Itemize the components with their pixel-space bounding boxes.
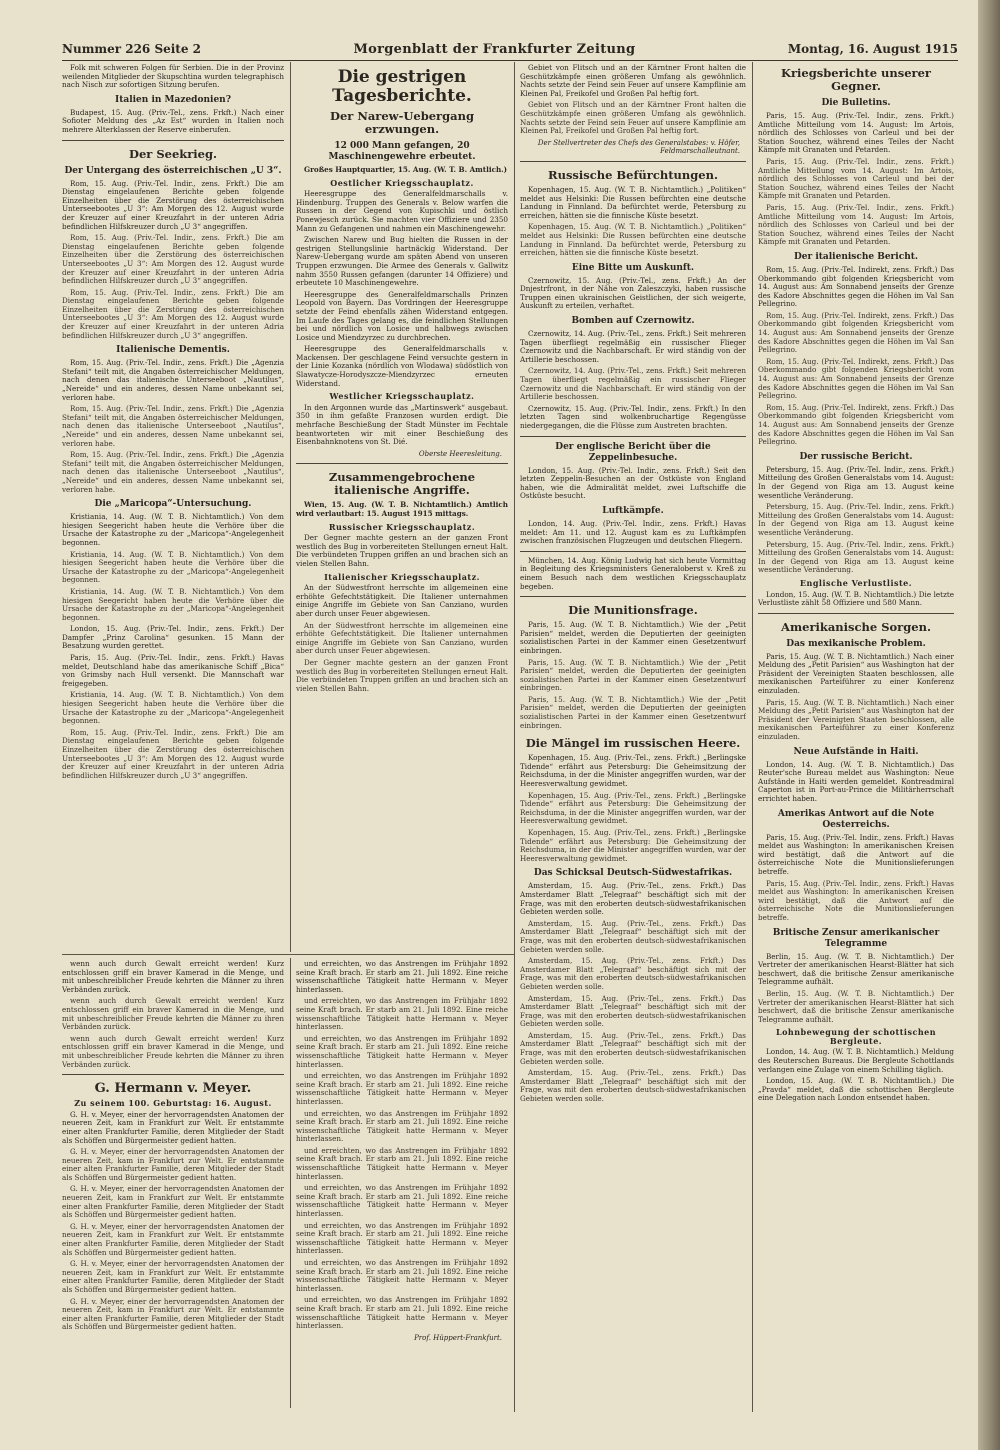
article-text: wenn auch durch Gewalt erreicht werden! Kurz entschlossen griff ein braver Kamerad in die Menge, und mit unbeschreiblicher Freude kehrten die Männer zu ihren Verbänden zurück. [62,960,284,994]
headline-mexikanisches-problem: Das mexikanische Problem. [786,638,926,649]
article-text: München, 14. Aug. König Ludwig hat sich heute Vormittag in Begleitung des Kriegsministers Generaloberst v. Kreß zu einem Besuch nach dem westlichen Kriegsschauplatz begeben. [520,555,746,591]
article-text: Amsterdam, 15. Aug. (Priv.-Tel., zens. Frkft.) Das Amsterdamer Blatt „Telegraaf“ beschäftigt sich mit der Frage, was mit den eroberten deutsch-südwestafrikanischen Gebieten werden solle. [520,956,746,991]
article-text: Kopenhagen, 15. Aug. (Priv.-Tel., zens. Frkft.) „Berlingske Tidende“ erfährt aus Petersburg: Die Geheimsitzung der Reichsduma, in der die Minister angegriffen wurden, war der Heeresverwaltung gewidmet. [520,790,746,826]
article-text: Rom, 15. Aug. (Priv.-Tel. Indir., zens. Frkft.) Die „Agenzia Stefani“ teilt mit, die Angaben österreichischer Meldungen, nach denen das italienische Unterseeboot „Nautilus“, „Nereide“ und ein anderes, dessen Name unbekannt sei, verloren habe. [62,404,284,448]
divider [62,1074,284,1075]
headline-bomben-czernowitz: Bomben auf Czernowitz. [571,316,695,327]
article-text: Petersburg, 15. Aug. (Priv.-Tel. Indir., zens. Frkft.) Mitteilung des Großen Generalstabs vom 14. August: In der Gegend von Riga am 13. August keine wesentliche Veränderung. [758,464,954,500]
article-text: London, 14. Aug. (W. T. B. Nichtamtlich.) Meldung des Reuterschen Bureaus. Die Bergleute Schottlands verlangen eine Zulage von einem Schilling täglich. [758,1047,954,1074]
article-text: Rom, 15. Aug. (Priv.-Tel. Indir., zens. Frkft.) Die am Dienstag eingelaufenen Berichte geben folgende Einzelheiten über die Zerstörung des österreichischen Unterseebootes „U 3“: Am Morgen des 12. August wurde der Kreuzer auf einer Kreuzfahrt in der unteren Adria befindlichen Hilfskreuzer durch „U 3“ angegriffen. [62,178,284,231]
headline-lohnbewegung: Lohnbewegung der schottischen Bergleute. [775,1027,937,1046]
article-text: und erreichten, wo das Anstrengen im Frühjahr 1892 seine Kraft brach. Er starb am 21. Juli 1892. Eine reiche wissenschaftliche Tätigkeit hatte Hermann v. Meyer hinterlassen. [296,1033,508,1069]
newspaper-title: Morgenblatt der Frankfurter Zeitung [353,42,636,57]
article-text: Gebiet von Flitsch und an der Kärntner Front halten die Geschützkämpfe einen größeren Umfang als gewöhnlich. Nachts setzte der Feind sein Feuer auf unsere Kampflinie am Kleinen Pal, Freikofel und Großen Pal heftig fort. [520,100,746,136]
article-text: G. H. v. Meyer, einer der hervorragendsten Anatomen der neueren Zeit, kam in Frankfurt zur Welt. Er entstammte einer alten Frankfurter Familie, deren Mitglieder der Stadt als Schöffen und Bürgermeister gedient hatten. [62,1184,284,1220]
feuilleton-rule [62,954,514,955]
article-text: Heeresgruppe des Generalfeldmarschalls Prinzen Leopold von Bayern. Das Vordringen der Heeresgruppe setzte der Feind ebenfalls zähen Widerstand entgegen. Im Laufe des Tages gelang es, die feindlichen Stellungen bei und nördlich von Losice und halbwegs zwischen Losice und Miendzyrzec zu durchbrechen. [296,289,508,342]
article-text: Amsterdam, 15. Aug. (Priv.-Tel., zens. Frkft.) Das Amsterdamer Blatt „Telegraaf“ beschäftigt sich mit der Frage, was mit den eroberten deutsch-südwestafrikanischen Gebieten werden solle. [520,918,746,954]
article-text: Rom, 15. Aug. (Priv.-Tel. Indir., zens. Frkft.) Die am Dienstag eingelaufenen Berichte geben folgende Einzelheiten über die Zerstörung des österreichischen Unterseebootes „U 3“: Am Morgen des 12. August wurde der Kreuzer auf einer Kreuzfahrt in der unteren Adria befindlichen Hilfskreuzer durch „U 3“ angegriffen. [62,233,284,286]
article-text: Paris, 15. Aug. (W. T. B. Nichtamtlich.) Wie der „Petit Parisien“ meldet, werden die Deputierten der geeinigten sozialistischen Partei in der Kammer einen Gesetzentwurf einbringen. [520,657,746,693]
article-text: G. H. v. Meyer, einer der hervorragendsten Anatomen der neueren Zeit, kam in Frankfurt zur Welt. Er entstammte einer alten Frankfurter Familie, deren Mitglieder der Stadt als Schöffen und Bürgermeister gedient hatten. [62,1221,284,1257]
section-italienischer-kriegsschauplatz: Italienischer Kriegsschauplatz. [324,571,480,582]
article-text: Budapest, 15. Aug. (Priv.-Tel., zens. Frkft.) Nach einer Sofioter Meldung des „Az Est“ wurden in Italien noch mehrere Alterklassen der Reserve einberufen. [62,107,284,134]
headline-italien-mazedonien: Italien in Mazedonien? [115,94,231,105]
issue-number: Nummer 226 Seite 2 [62,42,202,56]
column-2 [296,64,508,950]
article-text: und erreichten, wo das Anstrengen im Frühjahr 1892 seine Kraft brach. Er starb am 21. Juli 1892. Eine reiche wissenschaftliche Tätigkeit hatte Hermann v. Meyer hinterlassen. [296,1071,508,1106]
article-text: Paris, 15. Aug. (W. T. B. Nichtamtlich.) Wie der „Petit Parisien“ meldet, werden die Deputierten der geeinigten sozialistischen Partei in der Kammer einen Gesetzentwurf einbringen. [520,694,746,730]
section-russischer-kriegsschauplatz: Russischer Kriegsschauplatz. [328,521,476,532]
article-text: Der Gegner machte gestern an der ganzen Front westlich des Bug in vorbereiteten Stellungen erneut Halt. Die verbündeten Truppen griffen an und brachen sich an vielen Stellen Bahn. [296,657,508,693]
headline-narew: Der Narew-Uebergang erzwungen. [329,109,475,136]
article-text: Paris, 15. Aug. (W. T. B. Nichtamtlich.) Wie der „Petit Parisien“ meldet, werden die Deputierten der geeinigten sozialistischen Partei in der Kammer einen Gesetzentwurf einbringen. [520,620,746,655]
headline-britische-zensur: Britische Zensur amerikanischer Telegramme [772,927,940,949]
article-text: An der Südwestfront herrschte im allgemeinen eine erhöhte Gefechtstätigkeit. Die Italiener unternahmen einige Angriffe im Gebiete von San Canziano, wurden aber durch unser Feuer abgewiesen. [296,583,508,618]
article-text: Gebiet von Flitsch und an der Kärntner Front halten die Geschützkämpfe einen größeren Umfang als gewöhnlich. Nachts setzte der Feind sein Feuer auf unsere Kampflinie am Kleinen Pal, Freikofel und Großen Pal heftig fort. [520,64,746,98]
column-rule [514,62,515,1412]
column-1 [62,64,284,950]
headline-munitionsfrage: Die Munitionsfrage. [568,603,698,618]
headline-untergang-u3: Der Untergang des österreichischen „U 3“. [64,165,282,176]
article-text: Kopenhagen, 15. Aug. (W. T. B. Nichtamtlich.) „Politiken“ meldet aus Helsinki: Die Russen befürchten eine deutsche Landung in Finnland. Da befürchtet werde, Petersburg zu erreichen, hätten sie die finnische Küste besetzt. [520,222,746,258]
article-text: und erreichten, wo das Anstrengen im Frühjahr 1892 seine Kraft brach. Er starb am 21. Juli 1892. Eine reiche wissenschaftliche Tätigkeit hatte Hermann v. Meyer hinterlassen. [296,1258,508,1293]
article-text: Paris, 15. Aug. (Priv.-Tel. Indir., zens. Frkft.) Havas meldet aus Washington: In amerikanischen Kreisen wird bestätigt, daß die Antwort auf die österreichische Note die Munitionslieferungen betreffe. [758,832,954,876]
article-text: London, 15. Aug. (Priv.-Tel. Indir., zens. Frkft.) Seit den letzten Zeppelin-Besuchen an der Ostküste von England haben, wie die Admiralität meldet, zwei Luftschiffe die Ostküste besucht. [520,465,746,501]
article-text: G. H. v. Meyer, einer der hervorragendsten Anatomen der neueren Zeit, kam in Frankfurt zur Welt. Er entstammte einer alten Frankfurter Familie, deren Mitglieder der Stadt als Schöffen und Bürgermeister gedient hatten. [62,1259,284,1294]
headline-amerikanische-sorgen: Amerikanische Sorgen. [781,619,931,634]
signature-hoefer: Der Stellvertreter des Chefs des Generalstabes: v. Höfer, Feldmarschalleutnant. [537,138,740,156]
column-3 [520,64,746,1404]
article-text: Rom, 15. Aug. (Priv.-Tel. Indirekt, zens. Frkft.) Das Oberkommando gibt folgenden Kriegsbericht vom 14. August aus: Am Sonnabend jenseits der Grenze des Kadore Abschnittes gegen die Höhen im Val San Pellegrino. [758,310,954,355]
top-rule [62,60,958,61]
headline-bulletins: Die Bulletins. [821,98,891,108]
article-text: Amsterdam, 15. Aug. (Priv.-Tel., zens. Frkft.) Das Amsterdamer Blatt „Telegraaf“ beschäftigt sich mit der Frage, was mit den eroberten deutsch-südwestafrikanischen Gebieten werden solle. [520,1068,746,1104]
article-text: wenn auch durch Gewalt erreicht werden! Kurz entschlossen griff ein braver Kamerad in die Menge, und mit unbeschreiblicher Freude kehrten die Männer zu ihren Verbänden zurück. [62,996,284,1032]
feuilleton-right [296,960,508,1406]
headline-tagesberichte: Die gestrigen Tagesberichte. [332,67,472,106]
article-text: Folk mit schweren Folgen für Serbien. Die in der Provinz weilenden Mitglieder der Skupschtina wurden telegraphisch nach Nisch zur sofortigen Sitzung berufen. [62,64,284,90]
headline-kriegsberichte-gegner: Kriegsberichte unserer Gegner. [781,66,931,93]
headline-italienischer-bericht: Der italienische Bericht. [793,251,919,262]
article-text: Paris, 15. Aug. (Priv.-Tel. Indir., zens. Frkft.) Amtliche Mitteilung vom 14. August: Im Artois, nördlich des Schlosses von Carleul und bei der Station Souchez, während eines Teiles der Nacht Kämpfe mit Granaten und Petarden. [758,111,954,155]
headline-russische-befuerchtungen: Russische Befürchtungen. [548,167,718,182]
article-text: An der Südwestfront herrschte im allgemeinen eine erhöhte Gefechtstätigkeit. Die Italiener unternahmen einige Angriffe im Gebiete von San Canziano, wurden aber durch unser Feuer abgewiesen. [296,620,508,656]
article-text: Kopenhagen, 15. Aug. (W. T. B. Nichtamtlich.) „Politiken“ meldet aus Helsinki: Die Russen befürchten eine deutsche Landung in Finnland. Da befürchtet werde, Petersburg zu erreichen, hätten sie die finnische Küste besetzt. [520,184,746,220]
article-text: Paris, 15. Aug. (W. T. B. Nichtamtlich.) Nach einer Meldung des „Petit Parisien“ aus Washington hat der Präsident der Vereinigten Staaten beschlossen, alle mexikanischen Parteiführer zu einer Konferenz einzuladen. [758,651,954,696]
article-text: und erreichten, wo das Anstrengen im Frühjahr 1892 seine Kraft brach. Er starb am 21. Juli 1892. Eine reiche wissenschaftliche Tätigkeit hatte Hermann v. Meyer hinterlassen. [296,1108,508,1144]
divider [758,613,954,614]
divider [296,463,508,464]
article-text: Rom, 15. Aug. (Priv.-Tel. Indir., zens. Frkft.) Die „Agenzia Stefani“ teilt mit, die Angaben österreichischer Meldungen, nach denen das italienische Unterseeboot „Nautilus“, „Nereide“ und ein anderes, dessen Name unbekannt sei, verloren habe. [62,358,284,402]
column-4 [758,64,954,1404]
article-text: Kristiania, 14. Aug. (W. T. B. Nichtamtlich.) Von dem hiesigen Seegericht haben heute die Verhöre über die Ursache der Katastrophe zu der „Maricopa“-Angelegenheit begonnen. [62,690,284,726]
article-text: und erreichten, wo das Anstrengen im Frühjahr 1892 seine Kraft brach. Er starb am 21. Juli 1892. Eine reiche wissenschaftliche Tätigkeit hatte Hermann v. Meyer hinterlassen. [296,1183,508,1219]
section-oestlicher-kriegsschauplatz: Oestlicher Kriegsschauplatz. [330,177,474,188]
divider [520,596,746,597]
article-text: und erreichten, wo das Anstrengen im Frühjahr 1892 seine Kraft brach. Er starb am 21. Juli 1892. Eine reiche wissenschaftliche Tätigkeit hatte Hermann v. Meyer hinterlassen. [296,1145,508,1181]
article-text: London, 15. Aug. (W. T. B. Nichtamtlich.) Die letzte Verlustliste zählt 58 Offiziere und 580 Mann. [758,589,954,608]
subheadline-geburtstag: Zu seinem 100. Geburtstag: 16. August. [74,1098,272,1109]
masthead [62,42,958,60]
dateline: Wien, 15. Aug. (W. T. B. Nichtamtlich.) Amtlich wird verlautbart: 15. August 1915 mittags. [296,500,508,518]
divider [520,436,746,437]
section-westlicher-kriegsschauplatz: Westlicher Kriegsschauplatz. [329,391,475,402]
article-text: Amsterdam, 15. Aug. (Priv.-Tel., zens. Frkft.) Das Amsterdamer Blatt „Telegraaf“ beschäftigt sich mit der Frage, was mit den eroberten deutsch-südwestafrikanischen Gebieten werden solle. [520,993,746,1029]
article-text: Kristiania, 14. Aug. (W. T. B. Nichtamtlich.) Von dem hiesigen Seegericht haben heute die Verhöre über die Ursache der Katastrophe zu der „Maricopa“-Angelegenheit begonnen. [62,586,284,622]
issue-date: Montag, 16. August 1915 [787,42,958,56]
headline-luftkaempfe: Luftkämpfe. [602,505,664,516]
article-text: London, 15. Aug. (W. T. B. Nichtamtlich.) Die „Pravda“ meldet, daß die schottischen Bergleute eine Delegation nach London entsendet haben. [758,1076,954,1103]
headline-italienische-angriffe: Zusammengebrochene italienische Angriffe. [328,470,476,498]
article-text: London, 15. Aug. (Priv.-Tel. Indir., zens. Frkft.) Der Dampfer „Prinz Carolina“ gesunken. 15 Mann der Besatzung wurden gerettet. [62,624,284,651]
headline-englische-verlustliste: Englische Verlustliste. [799,577,913,588]
article-text: wenn auch durch Gewalt erreicht werden! Kurz entschlossen griff ein braver Kamerad in die Menge, und mit unbeschreiblicher Freude kehrten die Männer zu ihren Verbänden zurück. [62,1033,284,1069]
article-text: Petersburg, 15. Aug. (Priv.-Tel. Indir., zens. Frkft.) Mitteilung des Großen Generalstabs vom 14. August: In der Gegend von Riga am 13. August keine wesentliche Veränderung. [758,502,954,537]
subheadline-gefangene: 12 000 Mann gefangen, 20 Maschinengewehre erbeutet. [328,141,476,162]
column-rule [290,62,291,952]
article-text: Paris, 15. Aug. (Priv.-Tel. Indir., zens. Frkft.) Amtliche Mitteilung vom 14. August: Im Artois, nördlich des Schlosses von Carleul und bei der Station Souchez, während eines Teiles der Nacht Kämpfe mit Granaten und Petarden. [758,156,954,201]
article-text: Rom, 15. Aug. (Priv.-Tel. Indirekt, zens. Frkft.) Das Oberkommando gibt folgenden Kriegsbericht vom 14. August aus: Am Sonnabend jenseits der Grenze des Kadore Abschnittes gegen die Höhen im Val San Pellegrino. [758,356,954,401]
article-text: G. H. v. Meyer, einer der hervorragendsten Anatomen der neueren Zeit, kam in Frankfurt zur Welt. Er entstammte einer alten Frankfurter Familie, deren Mitglieder der Stadt als Schöffen und Bürgermeister gedient hatten. [62,1109,284,1145]
article-text: Rom, 15. Aug. (Priv.-Tel. Indir., zens. Frkft.) Die am Dienstag eingelaufenen Berichte geben folgende Einzelheiten über die Zerstörung des österreichischen Unterseebootes „U 3“: Am Morgen des 12. August wurde der Kreuzer auf einer Kreuzfahrt in der unteren Adria befindlichen Hilfskreuzer durch „U 3“ angegriffen. [62,727,284,780]
article-text: Kristiania, 14. Aug. (W. T. B. Nichtamtlich.) Von dem hiesigen Seegericht haben heute die Verhöre über die Ursache der Katastrophe zu der „Maricopa“-Angelegenheit begonnen. [62,512,284,547]
article-text: Paris, 15. Aug. (Priv.-Tel. Indir., zens. Frkft.) Amtliche Mitteilung vom 14. August: Im Artois, nördlich des Schlosses von Carleul und bei der Station Souchez, während eines Teiles der Nacht Kämpfe mit Granaten und Petarden. [758,202,954,247]
article-text: Berlin, 15. Aug. (W. T. B. Nichtamtlich.) Der Vertreter der amerikanischen Hearst-Blätter hat sich beschwert, daß die britische Zensur amerikanische Telegramme aufhält. [758,951,954,987]
article-text: London, 14. Aug. (Priv.-Tel. Indir., zens. Frkft.) Havas meldet: Am 11. und 12. August kam es zu Luftkämpfen zwischen französischen Flugzeugen und deutschen Fliegern. [520,518,746,546]
column-rule [752,62,753,1412]
article-text: Czernowitz, 15. Aug. (Priv.-Tel. Indir., zens. Frkft.) In den letzten Tagen sind wolkenbruchartige Regengüsse niedergegangen, die die Flüsse zum Austreten brachten. [520,403,746,430]
article-text: G. H. v. Meyer, einer der hervorragendsten Anatomen der neueren Zeit, kam in Frankfurt zur Welt. Er entstammte einer alten Frankfurter Familie, deren Mitglieder der Stadt als Schöffen und Bürgermeister gedient hatten. [62,1296,284,1332]
article-text: Rom, 15. Aug. (Priv.-Tel. Indirekt, zens. Frkft.) Das Oberkommando gibt folgenden Kriegsbericht vom 14. August aus: Am Sonnabend jenseits der Grenze des Kadore Abschnittes gegen die Höhen im Val San Pellegrino. [758,264,954,309]
headline-russischer-bericht: Der russische Bericht. [799,451,913,462]
article-text: und erreichten, wo das Anstrengen im Frühjahr 1892 seine Kraft brach. Er starb am 21. Juli 1892. Eine reiche wissenschaftliche Tätigkeit hatte Hermann v. Meyer hinterlassen. [296,960,508,994]
article-text: London, 14. Aug. (W. T. B. Nichtamtlich.) Das Reuter'sche Bureau meldet aus Washington: Neue Aufstände in Haiti werden gemeldet. Kontreadmiral Caperton ist in Port-au-Prince die Militärherrschaft errichtet haben. [758,759,954,803]
article-text: Petersburg, 15. Aug. (Priv.-Tel. Indir., zens. Frkft.) Mitteilung des Großen Generalstabs vom 14. August: In der Gegend von Riga am 13. August keine wesentliche Veränderung. [758,539,954,575]
headline-zeppelinbesuche: Der englische Bericht über die Zeppelinbesuche. [555,441,711,463]
feuilleton-left [62,960,284,1406]
article-text: Berlin, 15. Aug. (W. T. B. Nichtamtlich.) Der Vertreter der amerikanischen Hearst-Blätter hat sich beschwert, daß die britische Zensur amerikanische Telegramme aufhält. [758,988,954,1024]
article-text: Czernowitz, 14. Aug. (Priv.-Tel., zens. Frkft.) Seit mehreren Tagen überfliegt regelmäßig ein russischer Flieger Czernowitz und die Nachbarschaft. Er wird ständig von der Artillerie beschossen. [520,329,746,364]
article-text: und erreichten, wo das Anstrengen im Frühjahr 1892 seine Kraft brach. Er starb am 21. Juli 1892. Eine reiche wissenschaftliche Tätigkeit hatte Hermann v. Meyer hinterlassen. [296,1220,508,1256]
article-text: Czernowitz, 14. Aug. (Priv.-Tel., zens. Frkft.) Seit mehreren Tagen überfliegt regelmäßig ein russischer Flieger Czernowitz und die Nachbarschaft. Er wird ständig von der Artillerie beschossen. [520,366,746,402]
article-text: Rom, 15. Aug. (Priv.-Tel. Indirekt, zens. Frkft.) Das Oberkommando gibt folgenden Kriegsbericht vom 14. August aus: Am Sonnabend jenseits der Grenze des Kadore Abschnittes gegen die Höhen im Val San Pellegrino. [758,402,954,447]
headline-antwort-oesterreich: Amerikas Antwort auf die Note Oesterreichs. [777,808,935,830]
article-text: und erreichten, wo das Anstrengen im Frühjahr 1892 seine Kraft brach. Er starb am 21. Juli 1892. Eine reiche wissenschaftliche Tätigkeit hatte Hermann v. Meyer hinterlassen. [296,1295,508,1331]
article-text: Paris, 15. Aug. (Priv.-Tel. Indir., zens. Frkft.) Havas meldet, Deutschland habe das amerikanische Schiff „Bica“ von Grimsby nach Hull versenkt. Die Mannschaft war freigegeben. [62,653,284,688]
article-text: Amsterdam, 15. Aug. (Priv.-Tel., zens. Frkft.) Das Amsterdamer Blatt „Telegraaf“ beschäftigt sich mit der Frage, was mit den eroberten deutsch-südwestafrikanischen Gebieten werden solle. [520,881,746,917]
article-text: Kopenhagen, 15. Aug. (Priv.-Tel., zens. Frkft.) „Berlingske Tidende“ erfährt aus Petersburg: Die Geheimsitzung der Reichsduma, in der die Minister angegriffen wurden, war der Heeresverwaltung gewidmet. [520,753,746,789]
article-text: und erreichten, wo das Anstrengen im Frühjahr 1892 seine Kraft brach. Er starb am 21. Juli 1892. Eine reiche wissenschaftliche Tätigkeit hatte Hermann v. Meyer hinterlassen. [296,996,508,1032]
headline-bitte-um-auskunft: Eine Bitte um Auskunft. [571,262,695,273]
divider [520,551,746,552]
headline-seekrieg: Der Seekrieg. [128,146,218,161]
headline-hermann-v-meyer: G. Hermann v. Meyer. [94,1081,252,1097]
article-text: Paris, 15. Aug. (W. T. B. Nichtamtlich.) Nach einer Meldung des „Petit Parisien“ aus Washington hat der Präsident der Vereinigten Staaten beschlossen, alle mexikanischen Parteiführer zu einer Konferenz einzuladen. [758,697,954,742]
divider [520,161,746,162]
article-text: Heeresgruppe des Generalfeldmarschalls v. Hindenburg. Truppen des Generals v. Below warfen die Russen in der Gegend von Kupischki und östlich Ponewjesch zurück. Sie machten vier Offiziere und 2350 Mann zu Gefangenen und nahmen ein Maschinengewehr. [296,189,508,233]
article-text: Kopenhagen, 15. Aug. (Priv.-Tel., zens. Frkft.) „Berlingske Tidende“ erfährt aus Petersburg: Die Geheimsitzung der Reichsduma, in der die Minister angegriffen wurden, war der Heeresverwaltung gewidmet. [520,828,746,863]
headline-suedwestafrika: Das Schicksal Deutsch-Südwestafrikas. [533,868,733,879]
dateline: Großes Hauptquartier, 15. Aug. (W. T. B. Amtlich.) [304,165,508,174]
article-text: Heeresgruppe des Generalfeldmarschalls v. Mackensen. Der geschlagene Feind versuchte gestern in der Linie Kozanka (nördlich von Wlodawa) südöstlich von Slawatycze-Horodyszcze-Miendzyrzec erneuten Widerstand. [296,344,508,388]
article-text: Paris, 15. Aug. (Priv.-Tel. Indir., zens. Frkft.) Havas meldet aus Washington: In amerikanischen Kreisen wird bestätigt, daß die Antwort auf die österreichische Note die Munitionslieferungen betreffe. [758,878,954,922]
article-text: Amsterdam, 15. Aug. (Priv.-Tel., zens. Frkft.) Das Amsterdamer Blatt „Telegraaf“ beschäftigt sich mit der Frage, was mit den eroberten deutsch-südwestafrikanischen Gebieten werden solle. [520,1030,746,1066]
article-text: Kristiania, 14. Aug. (W. T. B. Nichtamtlich.) Von dem hiesigen Seegericht haben heute die Verhöre über die Ursache der Katastrophe zu der „Maricopa“-Angelegenheit begonnen. [62,549,284,585]
signature-hueppert: Prof. Hüppert-Frankfurt. [414,1333,502,1342]
divider [62,140,284,141]
headline-maricopa: Die „Maricopa“-Untersuchung. [94,499,252,510]
headline-maengel-russisches-heer: Die Mängel im russischen Heere. [525,736,741,751]
book-binding-edge [978,0,1000,1450]
article-text: Czernowitz, 15. Aug. (Priv.-Tel., zens. Frkft.) An der Dnjestrfront, in der Nähe von Zaleszczyki, haben russische Truppen einen ukrainischen Geistlichen, der sich weigerte, Auskunft zu erteilen, verhaftet. [520,275,746,311]
article-text: Rom, 15. Aug. (Priv.-Tel. Indir., zens. Frkft.) Die „Agenzia Stefani“ teilt mit, die Angaben österreichischer Meldungen, nach denen das italienische Unterseeboot „Nautilus“, „Nereide“ und ein anderes, dessen Name unbekannt sei, verloren habe. [62,450,284,494]
article-text: In den Argonnen wurde das „Martinswerk“ ausgebaut. 350 in ihm gefaßte Franzosen wurden erdigt. Die mehrfache Beschießung der Stadt Münster im Fechtale beantworteten wir mit einer Beschießung des Eisenbahnknotens von St. Dié. [296,402,508,447]
column-rule [290,958,291,1408]
article-text: Der Gegner machte gestern an der ganzen Front westlich des Bug in vorbereiteten Stellungen erneut Halt. Die verbündeten Truppen griffen an und brachen sich an vielen Stellen Bahn. [296,533,508,568]
headline-aufstaende-haiti: Neue Aufstände in Haiti. [793,746,919,757]
headline-italienische-dementis: Italienische Dementis. [116,345,230,356]
article-text: Zwischen Narew und Bug hielten die Russen in der gestrigen Stellungslinie hartnäckig Widerstand. Der Narew-Uebergang wurde am späten Abend von unseren Truppen erzwungen. Die Armee des Generals v. Gallwitz nahm 3550 Russen gefangen (darunter 14 Offiziere) und erbeutete 10 Maschinengewehre. [296,235,508,288]
signature-heeresleitung: Oberste Heeresleitung. [418,449,502,458]
article-text: G. H. v. Meyer, einer der hervorragendsten Anatomen der neueren Zeit, kam in Frankfurt zur Welt. Er entstammte einer alten Frankfurter Familie, deren Mitglieder der Stadt als Schöffen und Bürgermeister gedient hatten. [62,1147,284,1182]
article-text: Rom, 15. Aug. (Priv.-Tel. Indir., zens. Frkft.) Die am Dienstag eingelaufenen Berichte geben folgende Einzelheiten über die Zerstörung des österreichischen Unterseebootes „U 3“: Am Morgen des 12. August wurde der Kreuzer auf einer Kreuzfahrt in der unteren Adria befindlichen Hilfskreuzer durch „U 3“ angegriffen. [62,287,284,340]
